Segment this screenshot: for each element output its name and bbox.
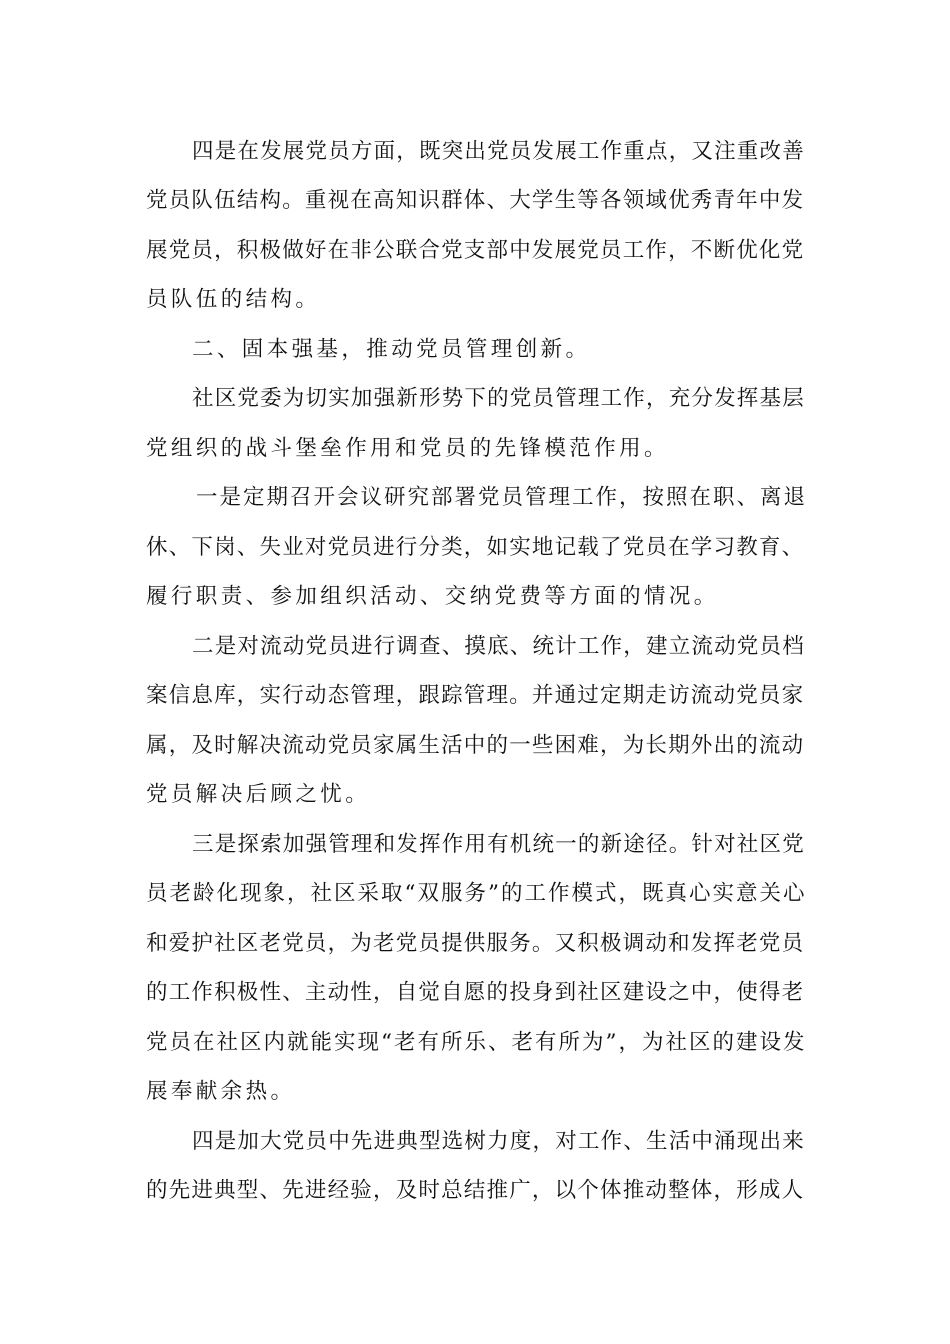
item-3-line-6: 展奉献余热。: [146, 1079, 296, 1104]
item-3-line-1: 三是探索加强管理和发挥作用有机统一的新途径。针对社区党: [192, 832, 805, 857]
paragraph-4-line-2: 党员队伍结构。重视在高知识群体、大学生等各领域优秀青年中发: [146, 188, 805, 213]
paragraph-4-line-3: 展党员，积极做好在非公联合党支部中发展党员工作，不断优化党: [146, 238, 805, 263]
item-2-line-2: 案信息库，实行动态管理，跟踪管理。并通过定期走访流动党员家: [146, 683, 805, 708]
item-2-line-4: 党员解决后顾之忧。: [146, 782, 371, 807]
item-2-line-3: 属，及时解决流动党员家属生活中的一些困难，为长期外出的流动: [146, 733, 805, 758]
item-2-line-1: 二是对流动党员进行调查、摸底、统计工作，建立流动党员档: [192, 634, 805, 659]
item-1-line-1: 一是定期召开会议研究部署党员管理工作，按照在职、离退: [196, 485, 808, 510]
intro-paragraph-line-2: 党组织的战斗堡垒作用和党员的先锋模范作用。: [146, 436, 669, 461]
item-1-line-3: 履行职责、参加组织活动、交纳党费等方面的情况。: [146, 584, 719, 609]
section-heading-2: 二、固本强基，推动党员管理创新。: [192, 337, 591, 362]
paragraph-4-line-1: 四是在发展党员方面，既突出党员发展工作重点，又注重改善: [192, 139, 805, 164]
item-3-line-2: 员老龄化现象，社区采取“双服务”的工作模式，既真心实意关心: [146, 881, 807, 906]
item-1-line-2: 休、下岗、失业对党员进行分类，如实地记载了党员在学习教育、: [146, 535, 805, 560]
intro-paragraph-line-1: 社区党委为切实加强新形势下的党员管理工作，充分发挥基层: [192, 386, 805, 411]
item-4-line-1: 四是加大党员中先进典型选树力度，对工作、生活中涌现出来: [192, 1129, 805, 1154]
item-3-line-3: 和爱护社区老党员，为老党员提供服务。又积极调动和发挥老党员: [146, 931, 805, 956]
item-3-line-5: 党员在社区内就能实现“老有所乐、老有所为”，为社区的建设发: [146, 1030, 807, 1055]
paragraph-4-line-4: 员队伍的结构。: [146, 287, 321, 312]
item-3-line-4: 的工作积极性、主动性，自觉自愿的投身到社区建设之中，使得老: [146, 980, 805, 1005]
item-4-line-2: 的先进典型、先进经验，及时总结推广，以个体推动整体，形成人: [146, 1178, 805, 1203]
